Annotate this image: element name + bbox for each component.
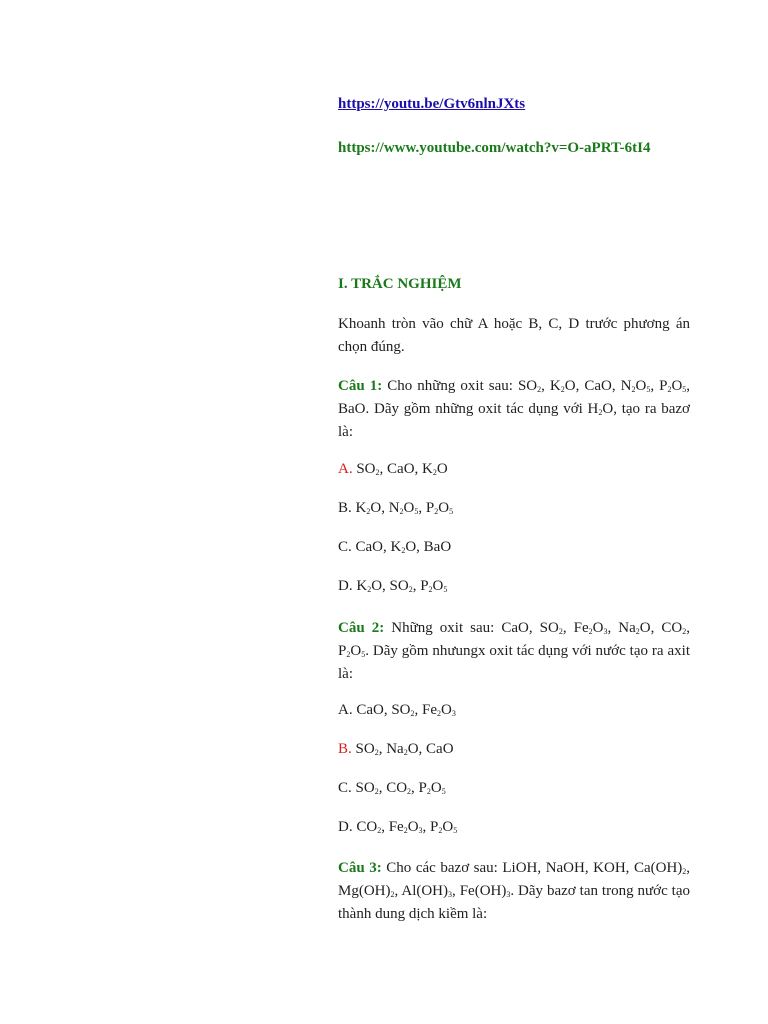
instruction-text: Khoanh tròn vão chữ A hoặc B, C, D trước phương án chọn đúng. (338, 316, 690, 355)
q2-answer-b[interactable] (338, 741, 454, 758)
question-3-text: Cho các bazơ sau: LiOH, NaOH, KOH, $Ca(OH)_2$, $Mg(OH)_2$, $Al(OH)_3$, $Fe(OH)_3$. Dãy bazơ tan trong nước tạo thành dung dịch kiềm là: (338, 860, 691, 922)
youtube-short-link[interactable]: https://youtu.be/Gtv6nlnJXts (338, 96, 526, 112)
answer-text: $CO_2$, $Fe_2O_3$, $P_2O_5$ (356, 819, 458, 835)
answer-letter: B. (338, 500, 352, 516)
question-2-label: Câu 2: (338, 620, 385, 636)
question-2 (338, 617, 690, 686)
answer-letter: D. (338, 578, 353, 594)
question-1-text: Cho những oxit sau: $SO_2$, $K_2O$, CaO, $N_2O_5$, $P_2O_5$, BaO. Dãy gồm những oxit tác dụng với $H_2O$, tạo ra bazơ là: (338, 378, 691, 440)
answer-letter: C. (338, 539, 352, 555)
q2-answer-d[interactable] (338, 819, 457, 836)
answer-letter: B. (338, 741, 352, 757)
question-3 (338, 857, 690, 926)
question-3-label: Câu 3: (338, 860, 382, 876)
answer-text: CaO, $K_2O$, BaO (355, 539, 452, 555)
section-heading: I. TRẮC NGHIỆM (338, 276, 462, 292)
q1-answer-d[interactable] (338, 578, 447, 595)
q1-answer-c[interactable] (338, 539, 451, 556)
answer-letter: C. (338, 780, 352, 796)
answer-text: $K_2O$, $N_2O_5$, $P_2O_5$ (355, 500, 454, 516)
answer-letter: A. (338, 461, 353, 477)
q1-answer-b[interactable] (338, 500, 453, 517)
q1-answer-a[interactable] (338, 461, 448, 478)
question-2-text: Những oxit sau: CaO, $SO_2$, $Fe_2O_3$, $Na_2O$, $CO_2$, $P_2O_5$. Dãy gồm nhưungx oxit tác dụng với nước tạo ra axit là: (338, 620, 690, 682)
answer-letter: A. (338, 702, 353, 718)
answer-text: $SO_2$, $Na_2O$, CaO (355, 741, 454, 757)
answer-text: CaO, $SO_2$, $Fe_2O_3$ (356, 702, 456, 718)
q2-answer-c[interactable] (338, 780, 446, 797)
question-1 (338, 375, 690, 444)
q2-answer-a[interactable] (338, 702, 456, 719)
youtube-long-link[interactable]: https://www.youtube.com/watch?v=O-aPRT-6tI4 (338, 140, 651, 156)
question-1-label: Câu 1: (338, 378, 383, 394)
answer-text: $SO_2$, CaO, $K_2O$ (356, 461, 448, 477)
answer-text: $SO_2$, $CO_2$, $P_2O_5$ (355, 780, 446, 796)
answer-letter: D. (338, 819, 353, 835)
answer-text: $K_2O$, $SO_2$, $P_2O_5$ (356, 578, 448, 594)
